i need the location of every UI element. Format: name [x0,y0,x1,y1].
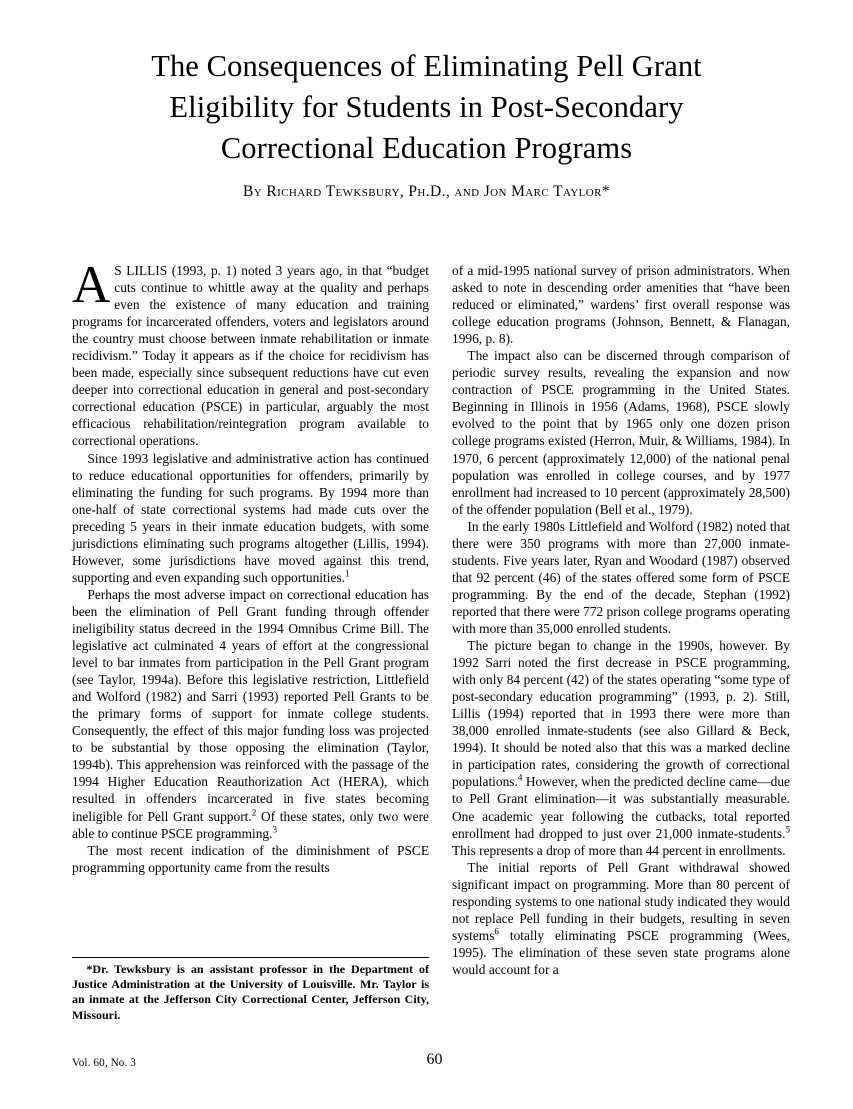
author-byline: By Richard Tewksbury, Ph.D., and Jon Marc Taylor* [242,183,611,200]
paragraph-right-4 [452,637,790,859]
footnote-marker-1: 1 [344,568,350,579]
footnote-marker-3: 3 [272,824,278,835]
paragraph-right-1: of a mid-1995 national survey of prison administrators. When asked to note in descending order amenities that “have been reduced or eliminated,” wardens’ first overall response was college education programs (Johnson, Bennett, & Flanagan, 1996, p. 8). [452,263,790,347]
footnote-block [72,957,429,1023]
footnote-marker-6: 6 [494,926,499,937]
title-line-1: The Consequences of Eliminating Pell Grant [151,49,702,83]
paragraph-left-4: The most recent indication of the diminishment of PSCE programming opportunity came from the results [72,842,429,875]
paragraph-left-1-text: S LILLIS (1993, p. 1) noted 3 years ago, in that “budget cuts continue to whittle away at the quality and perhaps even the existence of many education and training programs for incarcerated offenders, voters and legislators around the country must choose between inmate rehabilitation or inmate recidivism.” Today it appears as if the choice for recidivism has been made, especially since subsequent reductions have cut even deeper into correctional education in general and post-secondary correctional education (PSCE) in particular, arguably the most efficacious rehabilitation/reintegration program available to correctional operations. [72,263,429,449]
paragraph-left-2 [72,450,429,586]
paragraph-left-3-text-b: Of these states, only two were able to continue PSCE programming. [72,808,429,841]
footnote-marker-5: 5 [785,824,790,835]
body-column-left [72,256,429,876]
paragraph-right-5 [452,859,790,978]
paragraph-left-3 [72,586,429,842]
paragraph-right-4-text-a: The picture began to change in the 1990s, however. By 1992 Sarri noted the first decrease in PSCE programming, with only 84 percent (42) of the states operating “some type of post-secondary education programming” (1993, p. 2). Still, Lillis (1994) reported that in 1993 there were more than 38,000 enrolled inmate-students (see also Gillard & Beck, 1994). It should be noted also that this was a marked decline in participation rates, considering the growth of correctional populations. [452,638,790,790]
title-line-3: Correctional Education Programs [220,131,633,165]
paragraph-right-2: The impact also can be discerned through comparison of periodic survey results, revealing the expansion and now contraction of PSCE programming in the United States. Beginning in Illinois in 1956 (Adams, 1968), PSCE slowly evolved to the point that by 1965 only one dozen prison college programs existed (Herron, Muir, & Williams, 1984). In 1970, 6 percent (approximately 12,000) of the national penal population was enrolled in college courses, and by 1977 enrollment had increased to 10 percent (approximately 28,500) of the offender population (Bell et al., 1979). [452,348,790,517]
footnote-marker-2: 2 [251,807,257,818]
paragraph-left-3-text-a: Perhaps the most adverse impact on correctional education has been the elimination of Pell Grant funding through offender ineligibility status decreed in the 1994 Omnibus Crime Bill. The legislative act culminated 4 years of effort at the congressional level to bar inmates from participation in the Pell Grant program (see Taylor, 1994a). Before this legislative restriction, Littlefield and Wolford (1982) and Sarri (1993) reported Pell Grants to be the primary forms of support for inmate college students. Consequently, the effect of this major funding loss was projected to be substantial by those opposing the elimination (Taylor, 1994b). This apprehension was reinforced with the passage of the 1994 Higher Education Reauthorization Act (HERA), which resulted in offenders incarcerated in five states becoming ineligible for Pell Grant support. [72,586,429,824]
paragraph-right-3: In the early 1980s Littlefield and Wolford (1982) noted that there were 350 programs with more than 27,000 inmate-students. Five years later, Ryan and Woodard (1987) observed that 92 percent (46) of the states offered some form of PSCE programming. By the end of the decade, Stephan (1992) reported that there were 772 prison college programs operating with more than 35,000 enrolled students. [452,518,790,636]
footnote-author-note: *Dr. Tewksbury is an assistant professor in the Department of Justice Administration at the University of Louisville. Mr. Taylor is an inmate at the Jefferson City Correctional Center, Jefferson City, Missouri. [72,962,429,1022]
footer-volume-issue: Vol. 60, No. 3 [72,1057,136,1069]
paragraph-right-4-text-b: However, when the predicted decline came—due to Pell Grant elimination—it was substantially measurable. One academic year following the cutbacks, total reported enrollment had dropped to just over 21,000 inmate-students. [452,774,790,841]
paragraph-left-1 [72,256,429,450]
paragraph-left-2-text: Since 1993 legislative and administrative action has continued to reduce educational opportunities for offenders, primarily by eliminating the funding for such programs. By 1994 more than one-half of state correctional systems had made cuts over the preceding 5 years in their inmate education budgets, with some jurisdictions eliminating such programs altogether (Lillis, 1994). However, some jurisdictions have moved against this trend, supporting and even expanding such opportunities. [72,450,429,585]
title-line-2: Eligibility for Students in Post-Secondary [169,90,684,124]
paragraph-right-4-text-c: This represents a drop of more than 44 percent in enrollments. [452,842,786,858]
paragraph-right-5-text-a: The initial reports of Pell Grant withdrawal showed significant impact on programming. More than 80 percent of responding systems to one national study indicated they would not replace Pell funding in their budgets, resulting in seven systems [452,859,790,943]
page-title [72,46,781,169]
footer-page-number: 60 [426,1051,443,1068]
paragraph-right-5-text-b: totally eliminating PSCE programming (Wees, 1995). The elimination of these seven state programs alone would account for a [452,927,790,977]
footnote-marker-4: 4 [517,772,523,783]
body-column-right [452,262,790,978]
drop-cap-letter: A [72,256,111,314]
footnote-divider [72,957,429,958]
